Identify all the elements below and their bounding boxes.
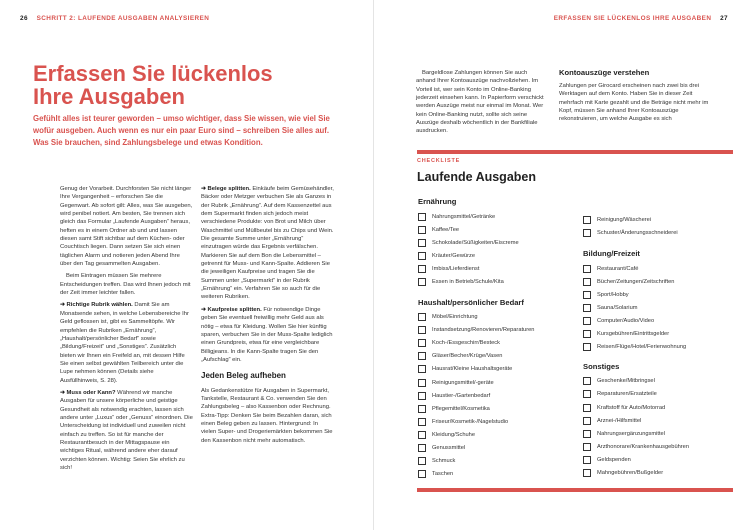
checklist-item-label: Restaurant/Café [597, 265, 639, 272]
checklist-item-label: Sauna/Solarium [597, 305, 638, 312]
checkbox[interactable] [418, 352, 426, 360]
checkbox[interactable] [583, 377, 591, 385]
checklist-item-label: Genussmittel [432, 445, 466, 452]
checkbox[interactable] [583, 278, 591, 286]
paragraph [201, 306, 334, 364]
section-heading: Jeden Beleg aufheben [201, 371, 286, 381]
right-page-number: 27 [720, 15, 728, 22]
checklist-item[interactable] [418, 236, 578, 249]
checkbox[interactable] [583, 469, 591, 477]
checkbox[interactable] [583, 443, 591, 451]
checkbox[interactable] [583, 390, 591, 398]
paragraph: Zahlungen per Girocard erscheinen nach zwei bis drei Werktagen auf dem Konto. Haben Sie in dieser Zeit mehrfach mit Karte gezahlt und die Beträge nicht mehr im Kopf, müssen Sie anhand Ihrer Kontoauszüge rekonstruieren, um welche Ausgabe es sich [559, 83, 709, 123]
checklist-item[interactable] [583, 467, 733, 480]
checklist-item-label: Koch-/Essgeschirr/Besteck [432, 340, 500, 347]
checkbox[interactable] [583, 343, 591, 351]
left-text-column-1 [60, 185, 193, 476]
checklist-item[interactable] [583, 213, 733, 226]
bullet-lead: ➜ Muss oder Kann? [60, 389, 116, 396]
paragraph [60, 301, 193, 384]
checkbox[interactable] [418, 392, 426, 400]
checklist-item-label: Schuster/Änderungsschneiderei [597, 229, 678, 236]
bullet-lead: ➜ Belege splitten. [201, 186, 251, 192]
checklist-item[interactable] [418, 442, 578, 455]
checklist-item-label: Kaffee/Tee [432, 226, 460, 233]
bullet-text: Einkäufe beim Gemüsehändler, Bäcker oder Metzger verbuchen Sie als Ganzes in der Rubrik „Ernährung“. Auf dem Kassenzettel aus dem Supermarkt finden sich jedoch meist verschiedene Produkte: von Brot und Milch über Waschmittel und Müllbeutel bis zu Chips und Wein. Die gesamte Summe unter „Ernährung“ einzutragen würde das Ergebnis verfälschen. Markieren Sie auf dem Bon die Lebensmittel – getrennt für Muss- und Kann-Spalte. Addieren Sie die jeweiligen Kaufpreise und tragen Sie die Summen unter „Supermarkt“ in der Rubrik „Ernährung“ ein. Verfahren Sie so auch für die weiteren Rubriken. [201, 186, 334, 301]
checklist-item[interactable] [583, 375, 733, 388]
headline-line-2: Ihre Ausgaben [33, 84, 185, 109]
checkbox[interactable] [418, 365, 426, 373]
checklist-item-label: Kraftstoff für Auto/Motorrad [597, 404, 666, 411]
checklist-item-label: Nahrungsergänzungsmittel [597, 430, 665, 437]
checkbox[interactable] [583, 216, 591, 224]
checkbox[interactable] [583, 265, 591, 273]
checklist-item-label: Friseur/Kosmetik-/Nagelstudio [432, 418, 509, 425]
checkbox[interactable] [418, 379, 426, 387]
checklist-item[interactable] [418, 249, 578, 262]
checklist-item[interactable] [418, 350, 578, 363]
intro-column [416, 69, 547, 140]
checklist-item-label: Mahngebühren/Bußgelder [597, 470, 664, 477]
checklist-item[interactable] [418, 468, 578, 481]
paragraph [201, 185, 334, 302]
checklist-top-band [417, 150, 733, 154]
checklist-item[interactable] [583, 427, 733, 440]
checkbox[interactable] [583, 456, 591, 464]
headline [33, 62, 333, 108]
checklist-item-label: Imbiss/Lieferdienst [432, 265, 480, 272]
checklist-item[interactable] [583, 401, 733, 414]
checklist-item-label: Arznei-/Hilfsmittel [597, 417, 642, 424]
checklist-item-label: Gläser/Becher/Krüge/Vasen [432, 353, 503, 360]
checkbox[interactable] [583, 229, 591, 237]
checkbox[interactable] [418, 252, 426, 260]
checkbox[interactable] [418, 431, 426, 439]
checklist-right-column [583, 213, 733, 480]
checklist-item[interactable] [418, 262, 578, 275]
checklist-item[interactable] [583, 328, 733, 341]
checkbox[interactable] [583, 291, 591, 299]
checklist-item[interactable] [418, 337, 578, 350]
checkbox[interactable] [418, 239, 426, 247]
left-page-number: 26 [20, 15, 28, 22]
paragraph [60, 389, 193, 472]
paragraph: Genug der Vorarbeit. Durchforsten Sie nicht länger Ihre Vergangenheit – erforschen Sie die Gegenwart. Ab sofort gilt: Alles, was Sie ausgeben, wird penibel notiert. Am besten, Sie trennen sich gleich das Formular „Laufende Ausgaben“ heraus, heften es in einem Ordner ab und und lassen diesen samt Stift sichtbar auf dem Küchen- oder Couchtisch liegen. Dann setzen Sie sich einen täglichen Alarm und notieren jeden Abend Ihre über den Tag gesammelten Ausgaben. [60, 186, 193, 268]
category-heading: Bildung/Freizeit [583, 249, 640, 259]
kontoauszuege-column [559, 82, 709, 128]
checklist-item[interactable] [418, 223, 578, 236]
checklist-item-label: Reinigung/Wäscherei [597, 216, 652, 223]
checklist-item[interactable] [418, 428, 578, 441]
checkbox[interactable] [418, 339, 426, 347]
checkbox[interactable] [418, 226, 426, 234]
checklist-label: CHECKLISTE [417, 158, 461, 164]
checklist-item-label: Computer/Audio/Video [597, 318, 655, 325]
checklist-item-label: Geschenke/Mitbringsel [597, 378, 655, 385]
checklist-item-label: Sport/Hobby [597, 291, 629, 298]
checkbox[interactable] [583, 304, 591, 312]
checkbox[interactable] [583, 317, 591, 325]
checklist-item[interactable] [418, 210, 578, 223]
checklist-item[interactable] [583, 453, 733, 466]
checklist-item[interactable] [418, 455, 578, 468]
checklist-item[interactable] [418, 275, 578, 288]
checklist-item-label: Essen in Betrieb/Schule/Kita [432, 279, 504, 286]
checklist-item-label: Reinigungsmittel/-geräte [432, 379, 494, 386]
checkbox[interactable] [418, 444, 426, 452]
checklist-item-label: Möbel/Einrichtung [432, 314, 478, 321]
checkbox[interactable] [418, 278, 426, 286]
checklist-item-label: Geldspenden [597, 456, 631, 463]
checkbox[interactable] [418, 457, 426, 465]
checkbox[interactable] [418, 213, 426, 221]
kontoauszuege-heading: Kontoauszüge verstehen [559, 68, 650, 77]
paragraph: Bargeldlose Zahlungen können Sie auch anhand Ihrer Kontoauszüge nachvollziehen. Im Vorteil ist, wer sein Konto im Online-Banking jederzeit einsehen kann. In Papierform verschickt werden Auszüge meist nur einmal im Monat. Wer kein Online-Banking nutzt, sollte sich seine Auszüge deshalb wöchentlich in der Bankfiliale ausdrucken. [416, 70, 544, 135]
category-heading: Ernährung [418, 197, 457, 206]
checkbox[interactable] [418, 265, 426, 273]
checklist-item[interactable] [418, 415, 578, 428]
checklist-item-label: Schokolade/Süßigkeiten/Eiscreme [432, 239, 519, 246]
checklist-item-label: Taschen [432, 471, 454, 478]
checkbox[interactable] [418, 326, 426, 334]
category-heading: Sonstiges [583, 361, 620, 371]
checklist-item-label: Pflegemittel/Kosmetika [432, 405, 490, 412]
bullet-text: Für notwendige Dinge geben Sie eventuell freiwillig mehr Geld aus als nötig – etwa für Kleidung. Wollen Sie hier künftig sparen, verbuchen Sie in der Muss-Spalte lediglich einen Grundpreis, etwa für eine vergleichbare Billigjeans. In die Kann-Spalte tragen Sie den „Aufschlag“ ein. [201, 306, 333, 363]
checklist-item[interactable] [583, 440, 733, 453]
checklist-item[interactable] [583, 388, 733, 401]
checklist-item-label: Kleidung/Schuhe [432, 431, 476, 438]
checklist-title: Laufende Ausgaben [417, 170, 536, 184]
checklist-item-label: Reparaturen/Ersatzteile [597, 391, 657, 398]
checkbox[interactable] [418, 470, 426, 478]
category-heading: Haushalt/persönlicher Bedarf [418, 297, 524, 307]
headline-line-1: Erfassen Sie lückenlos [33, 61, 273, 86]
left-page [0, 0, 374, 530]
bullet-text: Damit Sie am Monatsende sehen, in welche Lebensbereiche Ihr Geld geflossen ist, gibt es Sammeltöpfe. Wir empfehlen die Rubriken „Ernährung“, „Haushalt/persönlicher Bedarf“ sowie „Bildung/Freizeit“ und „Sonstiges“. Zusätzlich bieten wir Ihnen ein Freifeld an, mit dessen Hilfe Sie einen selbst gewählten Teilbereich unter die Lupe nehmen können (Details siehe Ausfüllhinweis, S. 28). [60, 302, 189, 384]
checklist-item[interactable] [583, 341, 733, 354]
left-running-head [20, 15, 209, 22]
checklist-item[interactable] [583, 275, 733, 288]
checklist-item[interactable] [583, 226, 733, 239]
checklist-item[interactable] [418, 324, 578, 337]
checkbox[interactable] [583, 417, 591, 425]
checklist-item-label: Nahrungsmittel/Getränke [432, 213, 496, 220]
left-text-column-2 [201, 185, 334, 449]
checklist-item-label: Instandsetzung/Renovieren/Reparaturen [432, 327, 535, 334]
paragraph: Beim Eintragen müssen Sie mehrere Entscheidungen treffen. Das wird Ihnen jedoch mit der Zeit immer leichter fallen. [60, 273, 191, 297]
checkbox[interactable] [583, 404, 591, 412]
checklist-item-label: Kräuter/Gewürze [432, 252, 475, 259]
checklist-item[interactable] [583, 288, 733, 301]
right-running-head [554, 15, 728, 22]
checklist-item[interactable] [418, 402, 578, 415]
left-running-head-text: SCHRITT 2: LAUFENDE AUSGABEN ANALYSIEREN [36, 15, 210, 22]
right-page [376, 0, 750, 530]
checklist-item-label: Haustier-/Gartenbedarf [432, 392, 491, 399]
checklist-item[interactable] [583, 301, 733, 314]
checkbox[interactable] [583, 330, 591, 338]
checklist-item[interactable] [583, 414, 733, 427]
checkbox[interactable] [418, 418, 426, 426]
checklist-item[interactable] [418, 376, 578, 389]
checklist-left-column [418, 197, 578, 481]
checklist-bottom-band [417, 488, 733, 492]
checklist-item-label: Kursgebühren/Eintrittsgelder [597, 331, 670, 338]
checklist-item-label: Bücher/Zeitungen/Zeitschriften [597, 278, 675, 285]
bullet-lead: ➜ Kaufpreise splitten. [201, 306, 262, 313]
checklist-item[interactable] [583, 315, 733, 328]
checklist-item[interactable] [418, 389, 578, 402]
checkbox[interactable] [583, 430, 591, 438]
checkbox[interactable] [418, 405, 426, 413]
checklist-item[interactable] [583, 262, 733, 275]
checklist-item-label: Schmuck [432, 458, 456, 465]
checklist-item[interactable] [418, 363, 578, 376]
lead-paragraph: Gefühlt alles ist teurer geworden – umso wichtiger, dass Sie wissen, wie viel Sie wofür ausgeben. Auch wenn es nur ein paar Euro sind – schreiben Sie alles auf. Was Sie brauchen, sind Zahlungsbelege und etwas Kondition. [33, 114, 330, 147]
checklist-item[interactable] [418, 311, 578, 324]
bullet-text: Während wir manche Ausgaben für unsere körperliche und geistige Gesundheit als notwendig erachten, lassen sich andere unter „Luxus“ oder „Genuss“ einordnen. Die Unterscheidung ist individuell und zuweilen nicht einfach zu treffen. So ist für manche der Restaurantbesuch in der Mittagspause ein wichtiges Ritual, während andere eher darauf verzichten können. Wichtig: Seien Sie ehrlich zu sich! [60, 389, 193, 471]
checklist-item-label: Reisen/Flüge/Hotel/Ferienwohnung [597, 344, 687, 351]
bullet-lead: ➜ Richtige Rubrik wählen. [60, 302, 133, 309]
paragraph: Als Gedankenstütze für Ausgaben in Supermarkt, Tankstelle, Restaurant & Co. verwenden Sie den Zahlungsbeleg – also Kassenbon oder Rechnung. Extra-Tipp: Denken Sie beim Bezahlen daran, sich einen Beleg geben zu lassen. Hintergrund: In vielen Super- und Drogeriemärkten bekommen Sie den Kassenbon nicht mehr automatisch. [201, 387, 333, 444]
checklist-item-label: Arzthonorare/Krankenhausgebühren [597, 443, 690, 450]
checklist-item-label: Hausrat/Kleine Haushaltsgeräte [432, 366, 513, 373]
checkbox[interactable] [418, 313, 426, 321]
right-running-head-text: ERFASSEN SIE LÜCKENLOS IHRE AUSGABEN [553, 15, 712, 22]
